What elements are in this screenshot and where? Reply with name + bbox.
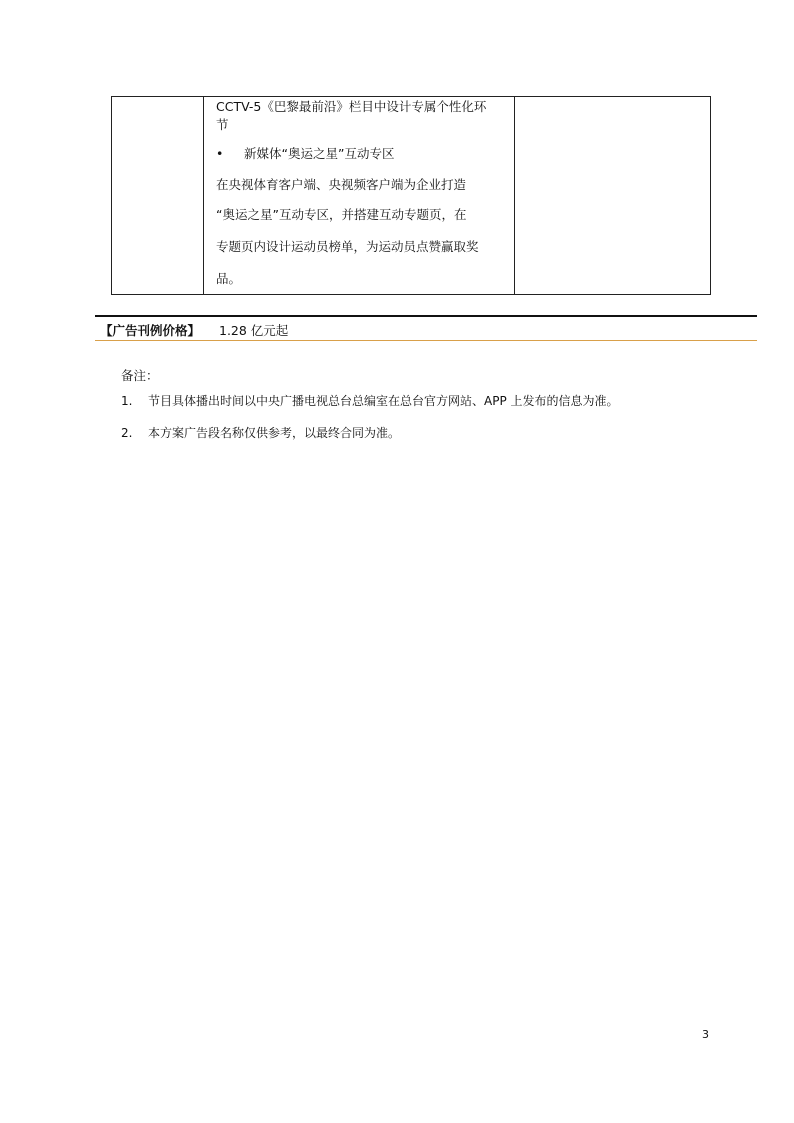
table-text-line: 节	[216, 117, 229, 132]
table-text-line: CCTV-5《巴黎最前沿》栏目中设计专属个性化环	[216, 99, 487, 114]
notes-title: 备注：	[121, 368, 159, 383]
price-heading	[95, 315, 757, 341]
price-label: 【广告刊例价格】	[100, 323, 201, 338]
table-column-divider	[514, 97, 515, 294]
table-text-line: 品。	[216, 271, 242, 286]
note-item	[121, 392, 619, 409]
bullet-item	[216, 146, 394, 162]
note-number: 1.	[121, 394, 133, 408]
table-column-divider	[203, 97, 204, 294]
price-value: 1.28 亿元起	[219, 323, 289, 338]
table-text-line: 专题页内设计运动员榜单，为运动员点赞赢取奖	[216, 239, 479, 254]
note-number: 2.	[121, 426, 133, 440]
table-text-line: “奥运之星”互动专区，并搭建互动专题页，在	[216, 207, 467, 222]
table-text-line: 在央视体育客户端、央视频客户端为企业打造	[216, 177, 467, 192]
bullet-icon: •	[216, 146, 224, 161]
page-number: 3	[702, 1028, 709, 1041]
note-text: 本方案广告段名称仅供参考，以最终合同为准。	[148, 426, 401, 440]
bullet-text: 新媒体“奥运之星”互动专区	[244, 146, 395, 161]
plan-table	[111, 96, 711, 295]
note-text: 节目具体播出时间以中央广播电视总台总编室在总台官方网站、APP 上发布的信息为准。	[148, 394, 619, 408]
note-item	[121, 424, 400, 441]
